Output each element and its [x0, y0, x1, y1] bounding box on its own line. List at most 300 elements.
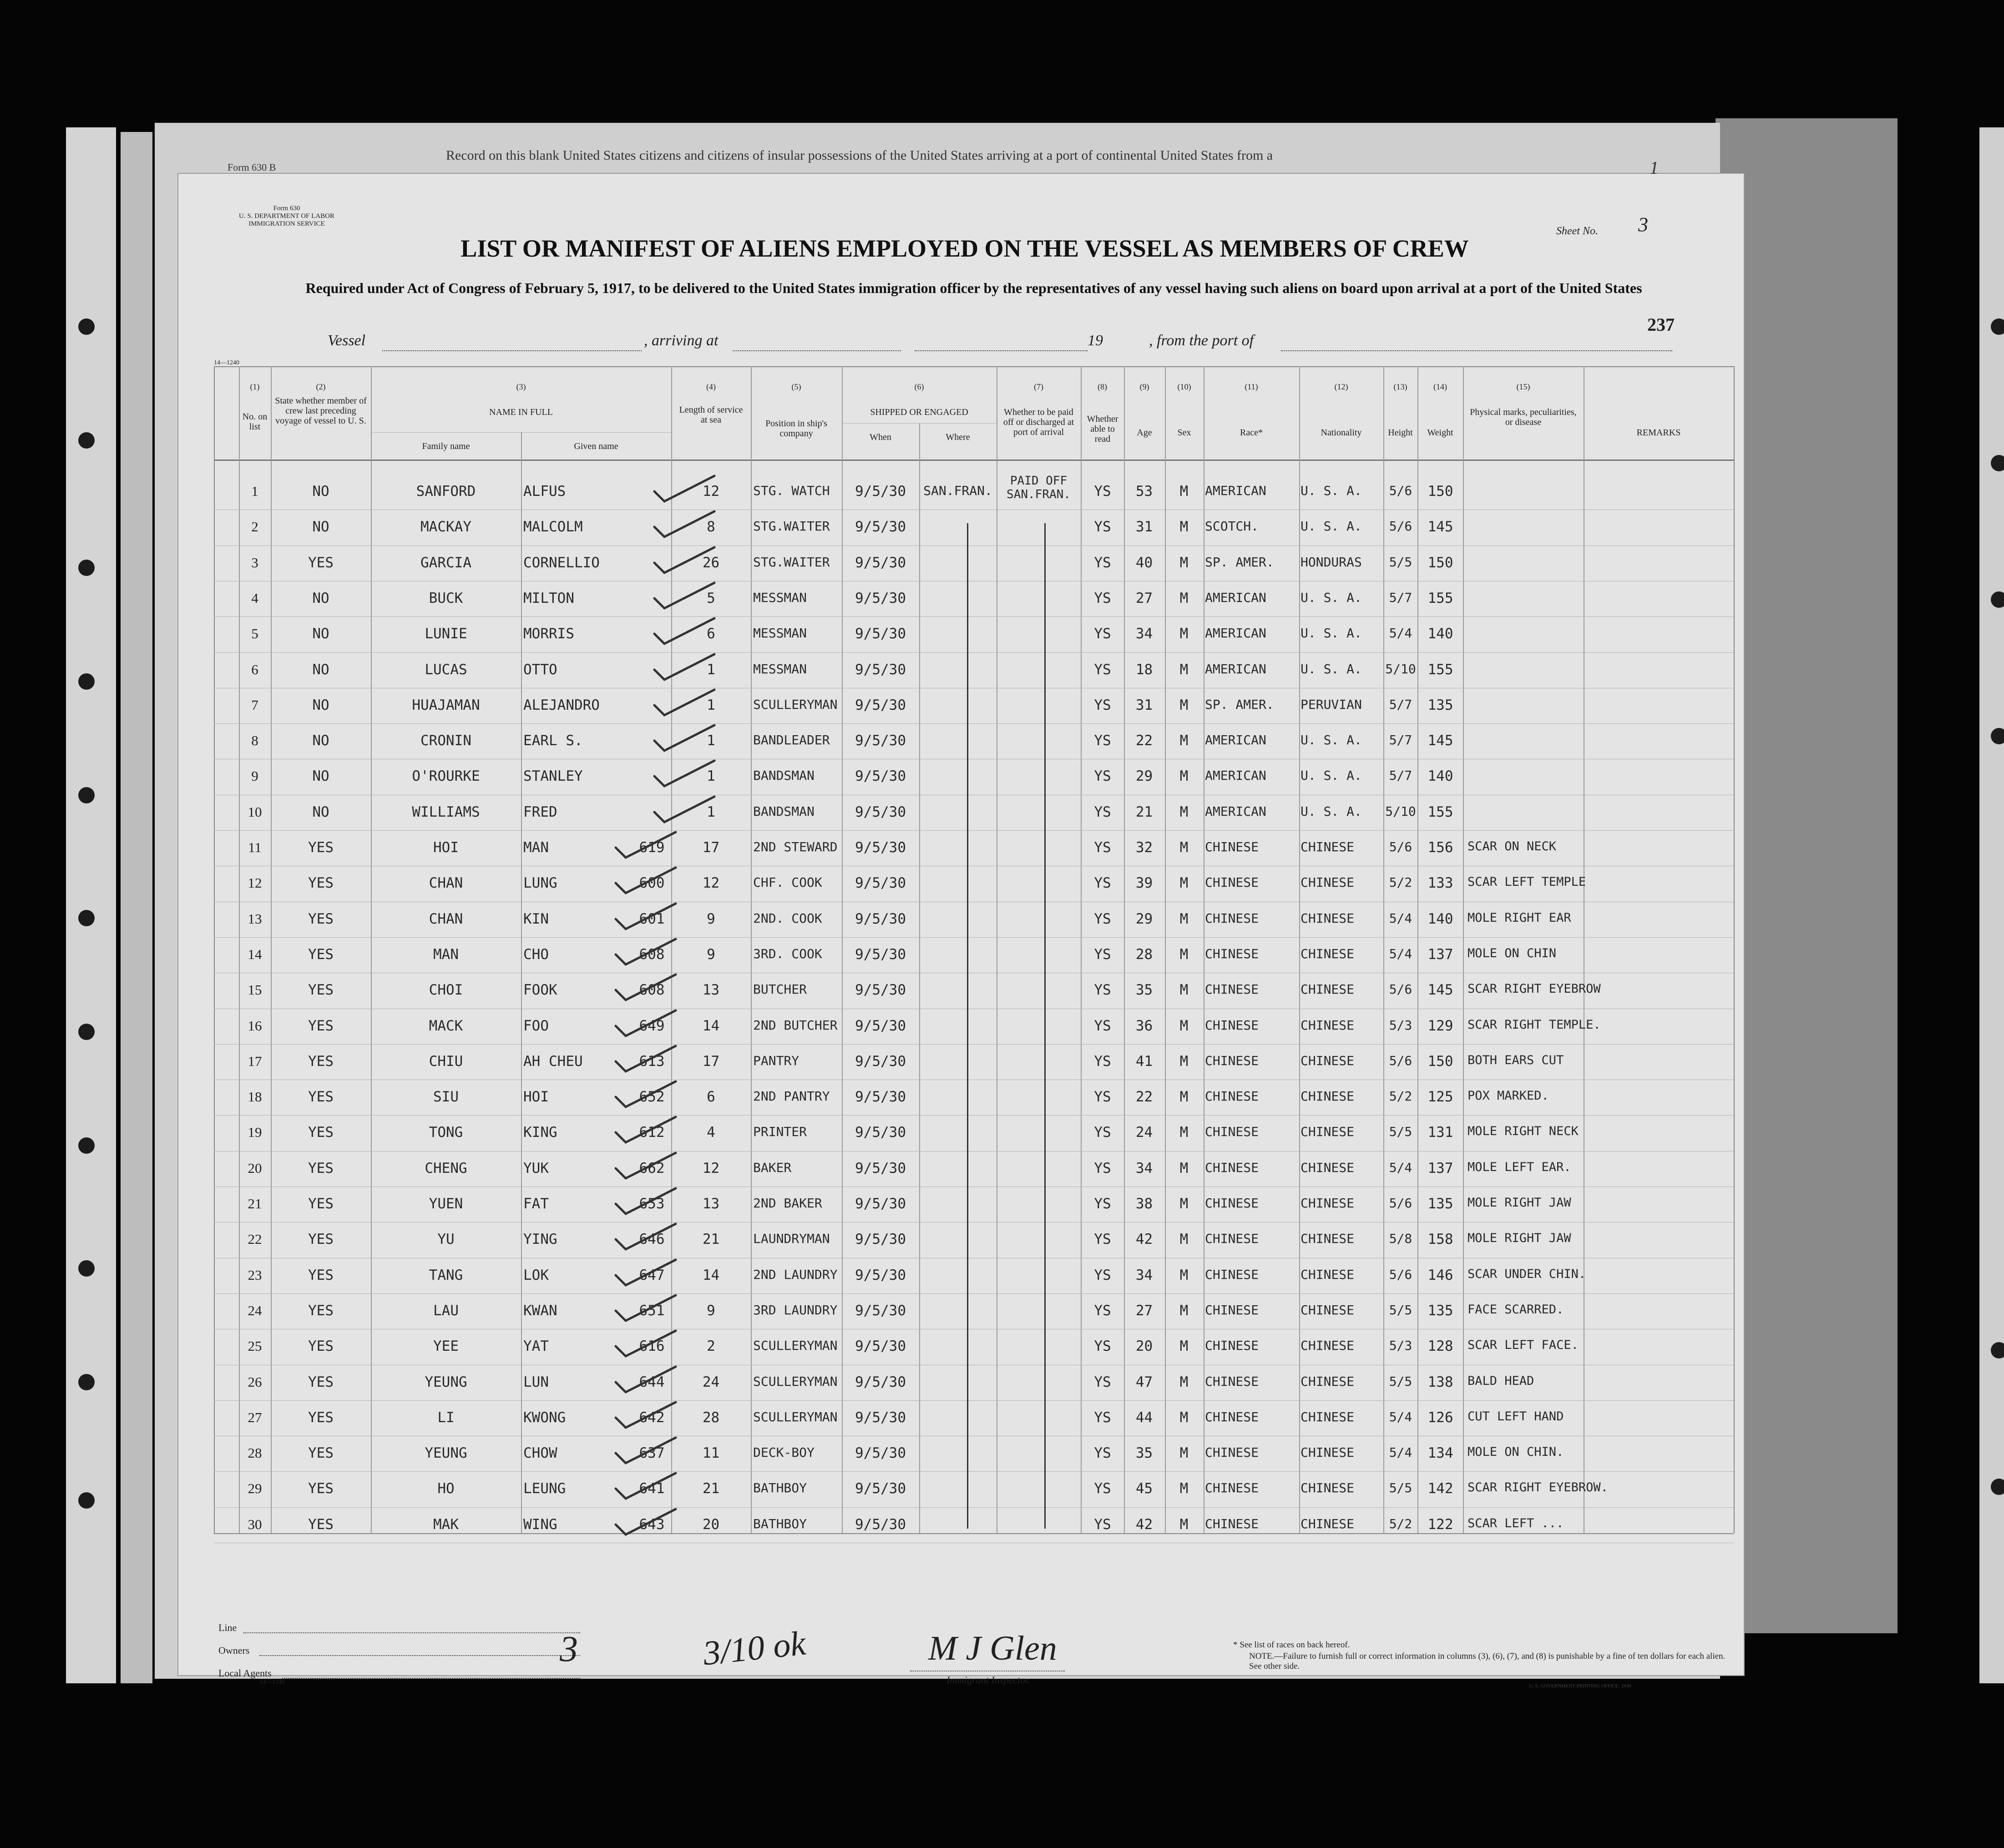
cell-sex: M [1179, 1445, 1189, 1461]
cell-position: 2ND STEWARD [753, 839, 838, 854]
cell-service: 17 [702, 1053, 720, 1070]
cell-height: 5/6 [1389, 1053, 1412, 1068]
col11-header: Race* [1240, 428, 1263, 438]
ditto-line [1044, 523, 1046, 1529]
cell-service: 1 [707, 768, 715, 784]
cell-position: LAUNDRYMAN [753, 1231, 830, 1246]
cell-given: FOOK [523, 982, 557, 998]
cell-no: 9 [251, 768, 258, 784]
cell-height: 5/2 [1389, 1516, 1412, 1531]
cell-sex: M [1179, 1089, 1189, 1105]
cell-position: 2ND LAUNDRY [753, 1267, 838, 1282]
cell-code: 649 [639, 1018, 665, 1034]
cell-family: YEUNG [425, 1374, 467, 1390]
check-mark-icon [651, 580, 719, 612]
cell-sex: M [1179, 1516, 1189, 1533]
binder-hole-icon [78, 432, 95, 449]
cell-age: 44 [1135, 1409, 1153, 1426]
check-mark-icon [651, 758, 719, 790]
cell-family: O'ROURKE [412, 768, 480, 784]
cell-prev: NO [312, 519, 329, 535]
cell-service: 1 [707, 804, 715, 820]
cell-age: 47 [1135, 1374, 1153, 1390]
from-port-label: , from the port of [1149, 332, 1254, 349]
cell-nationality: CHINESE [1301, 1196, 1355, 1211]
cell-no: 25 [248, 1338, 262, 1354]
col12-number: (12) [1334, 382, 1348, 391]
binder-hole-icon [78, 1137, 95, 1154]
cell-race: CHINESE [1205, 1374, 1259, 1389]
cell-age: 35 [1135, 982, 1153, 998]
cell-height: 5/7 [1389, 732, 1412, 747]
cell-race: AMERICAN [1205, 590, 1266, 605]
cell-service: 9 [707, 946, 715, 963]
cell-family: CHENG [425, 1160, 467, 1176]
cell-nationality: CHINESE [1301, 982, 1355, 997]
check-mark-icon [612, 901, 680, 933]
cell-race: AMERICAN [1205, 804, 1266, 819]
cell-race: CHINESE [1205, 1231, 1259, 1246]
cell-age: 35 [1135, 1445, 1153, 1461]
binder-hole-icon [1991, 728, 2004, 744]
cell-nationality: CHINESE [1301, 1231, 1355, 1246]
cell-position: STG.WAITER [753, 555, 830, 570]
cell-given: FOO [523, 1018, 549, 1034]
cell-weight: 134 [1427, 1445, 1453, 1461]
cell-service: 12 [702, 875, 720, 891]
cell-marks: MOLE ON CHIN. [1468, 1445, 1564, 1459]
handwritten-note: 3/10 ok [701, 1624, 808, 1673]
cell-prev: NO [312, 804, 329, 820]
cell-race: AMERICAN [1205, 768, 1266, 783]
cell-position: BANDSMAN [753, 768, 815, 783]
cell-race: AMERICAN [1205, 661, 1266, 677]
binder-hole-icon [1991, 591, 2004, 608]
cell-given: WING [523, 1516, 557, 1533]
cell-age: 32 [1135, 839, 1153, 856]
footnote-races: * See list of races on back hereof. [1233, 1640, 1350, 1650]
check-mark-icon [612, 1364, 680, 1396]
cell-when: 9/5/30 [855, 1018, 906, 1034]
cell-family: YUEN [429, 1196, 463, 1212]
cell-sex: M [1179, 1267, 1189, 1283]
col7-header: Whether to be paid off or discharged at port of arrival [1003, 407, 1074, 437]
cell-nationality: CHINESE [1301, 1445, 1355, 1460]
vessel-label: Vessel [328, 332, 366, 349]
cell-given: LUNG [523, 875, 557, 891]
col14-number: (14) [1433, 382, 1447, 391]
cell-position: 2ND BAKER [753, 1196, 822, 1211]
cell-weight: 155 [1427, 590, 1453, 606]
cell-prev: YES [308, 1160, 334, 1176]
cell-race: CHINESE [1205, 875, 1259, 890]
back-sheet-text: Record on this blank United States citizens and citizens of insular possessions of the United States arriving at a port of continental United States from a [446, 148, 1273, 163]
cell-sex: M [1179, 1018, 1189, 1034]
cell-race: CHINESE [1205, 1089, 1259, 1104]
cell-race: CHINESE [1205, 1409, 1259, 1424]
cell-weight: 140 [1427, 911, 1453, 927]
cell-given: ALEJANDRO [523, 697, 600, 713]
cell-when: 9/5/30 [855, 911, 906, 927]
cell-weight: 150 [1427, 555, 1453, 571]
check-mark-icon [612, 1257, 680, 1289]
cell-when: 9/5/30 [855, 555, 906, 571]
cell-service: 21 [702, 1231, 720, 1247]
cell-weight: 145 [1427, 732, 1453, 749]
cell-given: MAN [523, 839, 549, 856]
row-divider [214, 937, 1734, 938]
cell-age: 29 [1135, 768, 1153, 784]
cell-no: 7 [251, 697, 258, 713]
cell-service: 14 [702, 1018, 720, 1034]
left-binder-strip-inner [121, 132, 152, 1683]
cell-when: 9/5/30 [855, 1160, 906, 1176]
cell-age: 39 [1135, 875, 1153, 891]
cell-race: CHINESE [1205, 1018, 1259, 1033]
cell-height: 5/8 [1389, 1231, 1412, 1246]
cell-given: YUK [523, 1160, 549, 1176]
cell-position: STG.WAITER [753, 519, 830, 534]
row-divider [214, 1400, 1734, 1401]
column-divider [1417, 366, 1418, 1533]
cell-no: 18 [248, 1089, 262, 1105]
cell-height: 5/6 [1389, 839, 1412, 854]
cell-no: 11 [248, 839, 262, 855]
cell-marks: BOTH EARS CUT [1468, 1053, 1564, 1067]
cell-age: 34 [1135, 626, 1153, 642]
cell-race: CHINESE [1205, 1338, 1259, 1353]
cell-position: 3RD. COOK [753, 946, 822, 961]
cell-when: 9/5/30 [855, 1338, 906, 1354]
cell-age: 40 [1135, 555, 1153, 571]
col15-number: (15) [1516, 382, 1530, 391]
cell-sex: M [1179, 1053, 1189, 1070]
year-label: 19 [1088, 332, 1103, 349]
cell-height: 5/2 [1389, 875, 1412, 890]
cell-nationality: U. S. A. [1301, 590, 1362, 605]
cell-marks: POX MARKED. [1468, 1089, 1549, 1103]
department-name: U. S. DEPARTMENT OF LABOR [239, 212, 334, 220]
cell-marks: SCAR RIGHT EYEBROW [1468, 982, 1601, 996]
cell-read: YS [1094, 946, 1111, 963]
cell-family: LAU [433, 1303, 459, 1319]
cell-height: 5/7 [1389, 768, 1412, 783]
cell-when: 9/5/30 [855, 839, 906, 856]
cell-code: 652 [639, 1089, 665, 1105]
cell-read: YS [1094, 1089, 1111, 1105]
cell-no: 23 [248, 1267, 262, 1283]
cell-weight: 129 [1427, 1018, 1453, 1034]
cell-code: 662 [639, 1160, 665, 1176]
cell-code: 646 [639, 1231, 665, 1247]
cell-read: YS [1094, 1516, 1111, 1533]
cell-read: YS [1094, 697, 1111, 713]
column-divider [1299, 366, 1300, 1533]
col9-header: Age [1137, 428, 1152, 438]
cell-marks: SCAR UNDER CHIN. [1468, 1267, 1586, 1281]
cell-age: 27 [1135, 590, 1153, 606]
row-divider [214, 652, 1734, 653]
cell-when: 9/5/30 [855, 1053, 906, 1070]
cell-read: YS [1094, 1374, 1111, 1390]
when-header: When [870, 432, 891, 442]
cell-marks: SCAR LEFT TEMPLE [1468, 875, 1586, 889]
cell-position: DECK-BOY [753, 1445, 815, 1460]
binder-hole-icon [78, 318, 95, 335]
cell-no: 3 [251, 555, 258, 571]
cell-read: YS [1094, 982, 1111, 998]
binder-hole-icon [78, 1260, 95, 1277]
cell-prev: YES [308, 1374, 334, 1390]
cell-no: 22 [248, 1231, 262, 1247]
cell-when: 9/5/30 [855, 1196, 906, 1212]
cell-service: 26 [702, 555, 720, 571]
remarks-header: REMARKS [1636, 428, 1681, 438]
cell-family: MAK [433, 1516, 459, 1533]
cell-marks: SCAR RIGHT TEMPLE. [1468, 1018, 1601, 1032]
cell-when: 9/5/30 [855, 1409, 906, 1426]
cell-nationality: U. S. A. [1301, 804, 1362, 819]
footer-line-field [243, 1632, 580, 1633]
cell-when: 9/5/30 [855, 1231, 906, 1247]
cell-nationality: CHINESE [1301, 1338, 1355, 1353]
cell-height: 5/4 [1389, 1160, 1412, 1175]
cell-when: 9/5/30 [855, 875, 906, 891]
col1-header: No. on list [242, 412, 268, 432]
cell-given: HOI [523, 1089, 549, 1105]
cell-prev: YES [308, 1089, 334, 1105]
cell-race: CHINESE [1205, 839, 1259, 854]
check-mark-icon [651, 687, 719, 719]
check-mark-icon [651, 794, 719, 826]
cell-nationality: PERUVIAN [1301, 697, 1362, 712]
cell-service: 12 [702, 483, 720, 500]
cell-race: AMERICAN [1205, 483, 1266, 498]
col2-header: State whether member of crew last preceding voyage of vessel to U. S. [275, 396, 367, 426]
cell-sex: M [1179, 626, 1189, 642]
check-mark-icon [612, 1435, 680, 1467]
check-mark-icon [612, 1470, 680, 1502]
cell-nationality: CHINESE [1301, 1516, 1355, 1531]
col11-number: (11) [1245, 382, 1258, 391]
cell-given: CHO [523, 946, 549, 963]
cell-read: YS [1094, 1303, 1111, 1319]
cell-given: CORNELLIO [523, 555, 600, 571]
check-mark-icon [651, 722, 719, 754]
cell-service: 20 [702, 1516, 720, 1533]
cell-age: 42 [1135, 1231, 1153, 1247]
cell-given: FRED [523, 804, 557, 820]
cell-no: 15 [248, 982, 262, 998]
col3-header: NAME IN FULL [489, 407, 553, 417]
cell-no: 28 [248, 1445, 262, 1461]
cell-family: MAN [433, 946, 459, 963]
col4-number: (4) [706, 382, 716, 391]
cell-marks: MOLE ON CHIN [1468, 946, 1557, 960]
cell-weight: 122 [1427, 1516, 1453, 1533]
cell-marks: MOLE RIGHT EAR [1468, 911, 1571, 925]
cell-family: TANG [429, 1267, 463, 1283]
cell-code: 637 [639, 1445, 665, 1461]
cell-no: 1 [251, 483, 258, 499]
cell-age: 29 [1135, 911, 1153, 927]
cell-weight: 140 [1427, 626, 1453, 642]
department-block [214, 205, 359, 228]
cell-race: CHINESE [1205, 1053, 1259, 1068]
cell-race: SCOTCH. [1205, 519, 1259, 534]
cell-when: 9/5/30 [855, 804, 906, 820]
cell-code: 616 [639, 1338, 665, 1354]
cell-family: CHIU [429, 1053, 463, 1070]
cell-service: 6 [707, 626, 715, 642]
check-mark-icon [651, 509, 719, 540]
cell-weight: 155 [1427, 661, 1453, 678]
cell-sex: M [1179, 1196, 1189, 1212]
cell-height: 5/3 [1389, 1338, 1412, 1353]
cell-prev: YES [308, 1445, 334, 1461]
cell-prev: YES [308, 1516, 334, 1533]
footer-owners-label: Owners [218, 1645, 250, 1656]
row-divider [214, 545, 1734, 546]
check-mark-icon [651, 651, 719, 683]
cell-position: BATHBOY [753, 1516, 807, 1531]
page-number: 1 [1650, 157, 1659, 178]
cell-age: 45 [1135, 1480, 1153, 1497]
table-left-border [214, 366, 215, 1533]
cell-code: 613 [639, 1053, 665, 1070]
col13-header: Height [1388, 428, 1413, 438]
cell-sex: M [1179, 839, 1189, 856]
inspector-signature: M J Glen [928, 1629, 1057, 1667]
cell-marks: MOLE RIGHT JAW [1468, 1231, 1571, 1245]
cell-when: 9/5/30 [855, 1303, 906, 1319]
binder-hole-icon [78, 1024, 95, 1040]
cell-marks: BALD HEAD [1468, 1374, 1534, 1388]
cell-when: 9/5/30 [855, 732, 906, 749]
cell-weight: 126 [1427, 1409, 1453, 1426]
cell-sex: M [1179, 519, 1189, 535]
cell-weight: 156 [1427, 839, 1453, 856]
small-form-number: 14—1240 [214, 359, 239, 366]
cell-family: MACKAY [420, 519, 471, 535]
cell-service: 9 [707, 1303, 715, 1319]
cell-family: MACK [429, 1018, 463, 1034]
cell-position: SCULLERYMAN [753, 1374, 838, 1389]
cell-prev: YES [308, 555, 334, 571]
check-mark-icon [612, 1506, 680, 1538]
cell-position: BUTCHER [753, 982, 807, 997]
cell-nationality: U. S. A. [1301, 626, 1362, 641]
binder-hole-icon [78, 1492, 95, 1509]
row-divider [214, 830, 1734, 831]
cell-when: 9/5/30 [855, 1267, 906, 1283]
binder-hole-icon [78, 787, 95, 803]
cell-sex: M [1179, 555, 1189, 571]
column-divider [521, 432, 522, 1533]
cell-sex: M [1179, 804, 1189, 820]
cell-prev: NO [312, 590, 329, 606]
cell-when: 9/5/30 [855, 1374, 906, 1390]
col5-header: Position in ship's company [765, 419, 827, 439]
cell-given: MALCOLM [523, 519, 583, 535]
binder-hole-icon [78, 560, 95, 576]
cell-given: AH CHEU [523, 1053, 583, 1070]
footer-owners-field [259, 1655, 580, 1656]
cell-height: 5/4 [1389, 626, 1412, 641]
check-mark-icon [612, 1293, 680, 1324]
cell-given: KWONG [523, 1409, 566, 1426]
column-divider [1463, 366, 1464, 1533]
cell-age: 53 [1135, 483, 1153, 500]
cell-when: 9/5/30 [855, 1445, 906, 1461]
cell-family: HO [437, 1480, 455, 1497]
cell-prev: YES [308, 1018, 334, 1034]
cell-race: CHINESE [1205, 1480, 1259, 1495]
binder-hole-icon [1991, 318, 2004, 335]
cell-code: 644 [639, 1374, 665, 1390]
cell-read: YS [1094, 732, 1111, 749]
cell-sex: M [1179, 1338, 1189, 1354]
cell-weight: 137 [1427, 1160, 1453, 1176]
cell-weight: 150 [1427, 483, 1453, 500]
check-mark-icon [612, 1043, 680, 1075]
cell-service: 8 [707, 519, 715, 535]
cell-service: 4 [707, 1124, 715, 1141]
cell-code: 601 [639, 911, 665, 927]
cell-code: 642 [639, 1409, 665, 1426]
cell-nationality: CHINESE [1301, 839, 1355, 854]
cell-read: YS [1094, 804, 1111, 820]
check-mark-icon [612, 1186, 680, 1217]
cell-sex: M [1179, 1160, 1189, 1176]
cell-code: 608 [639, 982, 665, 998]
date-field-line [915, 350, 1088, 351]
cell-sex: M [1179, 946, 1189, 963]
cell-marks: MOLE RIGHT NECK [1468, 1124, 1579, 1138]
cell-sex: M [1179, 661, 1189, 678]
cell-sex: M [1179, 1409, 1189, 1426]
cell-nationality: CHINESE [1301, 1409, 1355, 1424]
cell-nationality: CHINESE [1301, 946, 1355, 961]
col10-number: (10) [1177, 382, 1191, 391]
cell-read: YS [1094, 1338, 1111, 1354]
cell-when: 9/5/30 [855, 1124, 906, 1141]
cell-position: SCULLERYMAN [753, 697, 838, 712]
cell-given: STANLEY [523, 768, 583, 784]
footer-agents-field [282, 1678, 580, 1679]
cell-given: CHOW [523, 1445, 557, 1461]
table-right-border [1734, 366, 1735, 1533]
cell-service: 2 [707, 1338, 715, 1354]
cell-race: AMERICAN [1205, 626, 1266, 641]
cell-marks: SCAR RIGHT EYEBROW. [1468, 1480, 1608, 1495]
cell-read: YS [1094, 1053, 1111, 1070]
cell-race: CHINESE [1205, 1196, 1259, 1211]
cell-height: 5/3 [1389, 1018, 1412, 1033]
cell-sex: M [1179, 768, 1189, 784]
cell-code: 641 [639, 1480, 665, 1497]
col12-header: Nationality [1321, 428, 1362, 438]
footnote-penalty: NOTE.—Failure to furnish full or correct information in columns (3), (6), (7), and (8) is punishable by a fine of ten dollars for each alien. See other side. [1249, 1651, 1726, 1671]
cell-when: 9/5/30 [855, 982, 906, 998]
cell-family: YEUNG [425, 1445, 467, 1461]
cell-given: YING [523, 1231, 557, 1247]
cell-service: 9 [707, 911, 715, 927]
cell-read: YS [1094, 661, 1111, 678]
check-mark-icon [612, 865, 680, 897]
col9-number: (9) [1139, 382, 1149, 391]
cell-weight: 138 [1427, 1374, 1453, 1390]
